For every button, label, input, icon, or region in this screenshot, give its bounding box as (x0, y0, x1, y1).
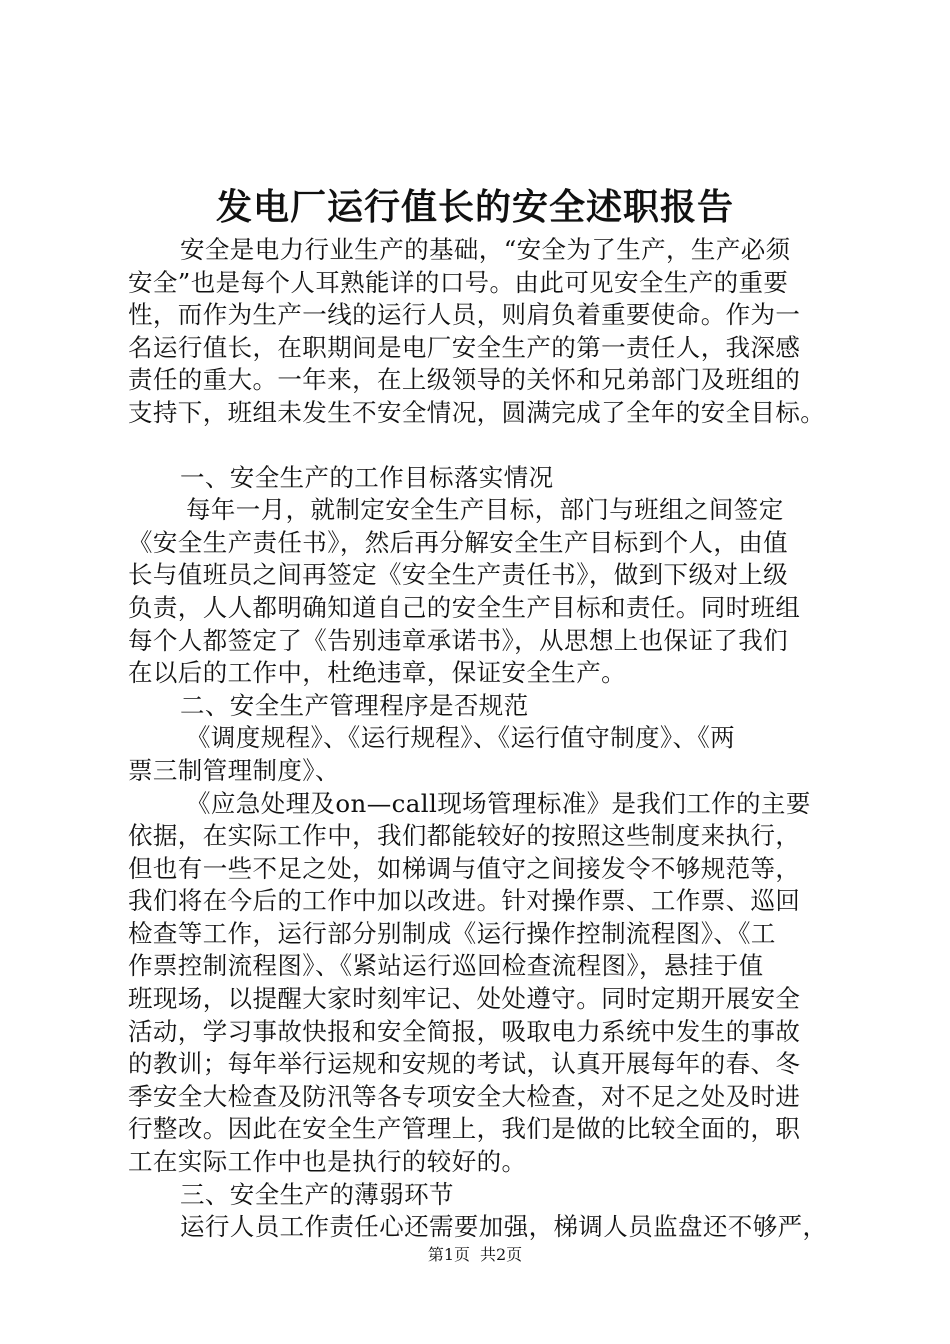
section-2-line: 《应急处理及on—call现场管理标准》是我们工作的主要 (186, 788, 811, 818)
section-2-line: 的教训；每年举行运规和安规的考试，认真开展每年的春、冬 (128, 1049, 801, 1079)
section-1-heading: 一、安全生产的工作目标落实情况 (180, 462, 554, 492)
section-2-line: 我们将在今后的工作中加以改进。针对操作票、工作票、巡回 (128, 886, 801, 916)
section-2-line: 班现场，以提醒大家时刻牢记、处处遵守。同时定期开展安全 (128, 984, 801, 1014)
section-1-line: 每年一月，就制定安全生产目标，部门与班组之间签定 (186, 495, 784, 525)
paragraph-gap (128, 430, 828, 462)
intro-line: 责任的重大。一年来，在上级领导的关怀和兄弟部门及班组的 (128, 365, 801, 395)
intro-line: 性，而作为生产一线的运行人员，则肩负着重要使命。作为一 (128, 300, 801, 330)
section-2-line: 工在实际工作中也是执行的较好的。 (128, 1147, 527, 1177)
section-2-line: 检查等工作，运行部分别制成《运行操作控制流程图》、《工 (128, 918, 776, 948)
section-1-line: 《安全生产责任书》，然后再分解安全生产目标到个人，由值 (128, 527, 789, 557)
section-2-line: 作票控制流程图》、《紧站运行巡回检查流程图》，悬挂于值 (128, 951, 764, 981)
section-2-line: 依据，在实际工作中，我们都能较好的按照这些制度来执行， (128, 821, 801, 851)
section-2-line: 票三制管理制度》、 (128, 755, 340, 785)
section-1-line: 长与值班员之间再签定《安全生产责任书》，做到下级对上级 (128, 560, 789, 590)
section-2-line: 但也有一些不足之处，如梯调与值守之间接发令不够规范等， (128, 853, 801, 883)
section-2-heading: 二、安全生产管理程序是否规范 (180, 690, 529, 720)
intro-line: 支持下，班组未发生不安全情况，圆满完成了全年的安全目标。 (128, 397, 826, 427)
section-1-line: 每个人都签定了《告别违章承诺书》，从思想上也保证了我们 (128, 625, 789, 655)
section-2-line: 季安全大检查及防汛等各专项安全大检查，对不足之处及时进 (128, 1081, 801, 1111)
document-title: 发电厂运行值长的安全述职报告 (215, 186, 734, 228)
section-3-heading: 三、安全生产的薄弱环节 (180, 1179, 454, 1209)
section-2-line: 活动，学习事故快报和安全简报，吸取电力系统中发生的事故 (128, 1016, 801, 1046)
document-body (128, 234, 828, 1244)
section-1-line: 在以后的工作中，杜绝违章，保证安全生产。 (128, 658, 626, 688)
section-2-line: 行整改。因此在安全生产管理上，我们是做的比较全面的，职 (128, 1114, 801, 1144)
intro-line: 安全是电力行业生产的基础，“安全为了生产，生产必须 (180, 235, 791, 264)
intro-line: 安全”也是每个人耳熟能详的口号。由此可见安全生产的重要 (128, 267, 789, 297)
page-footer (0, 1243, 950, 1267)
page-number: 第1页 (427, 1245, 470, 1264)
intro-line: 名运行值长，在职期间是电厂安全生产的第一责任人，我深感 (128, 332, 801, 362)
page-total: 共2页 (480, 1245, 523, 1264)
section-1-line: 负责，人人都明确知道自己的安全生产目标和责任。同时班组 (128, 592, 801, 622)
section-3-line: 运行人员工作责任心还需要加强，梯调人员监盘还不够严， (180, 1212, 828, 1242)
section-2-line: 《调度规程》、《运行规程》、《运行值守制度》、《两 (186, 723, 735, 753)
